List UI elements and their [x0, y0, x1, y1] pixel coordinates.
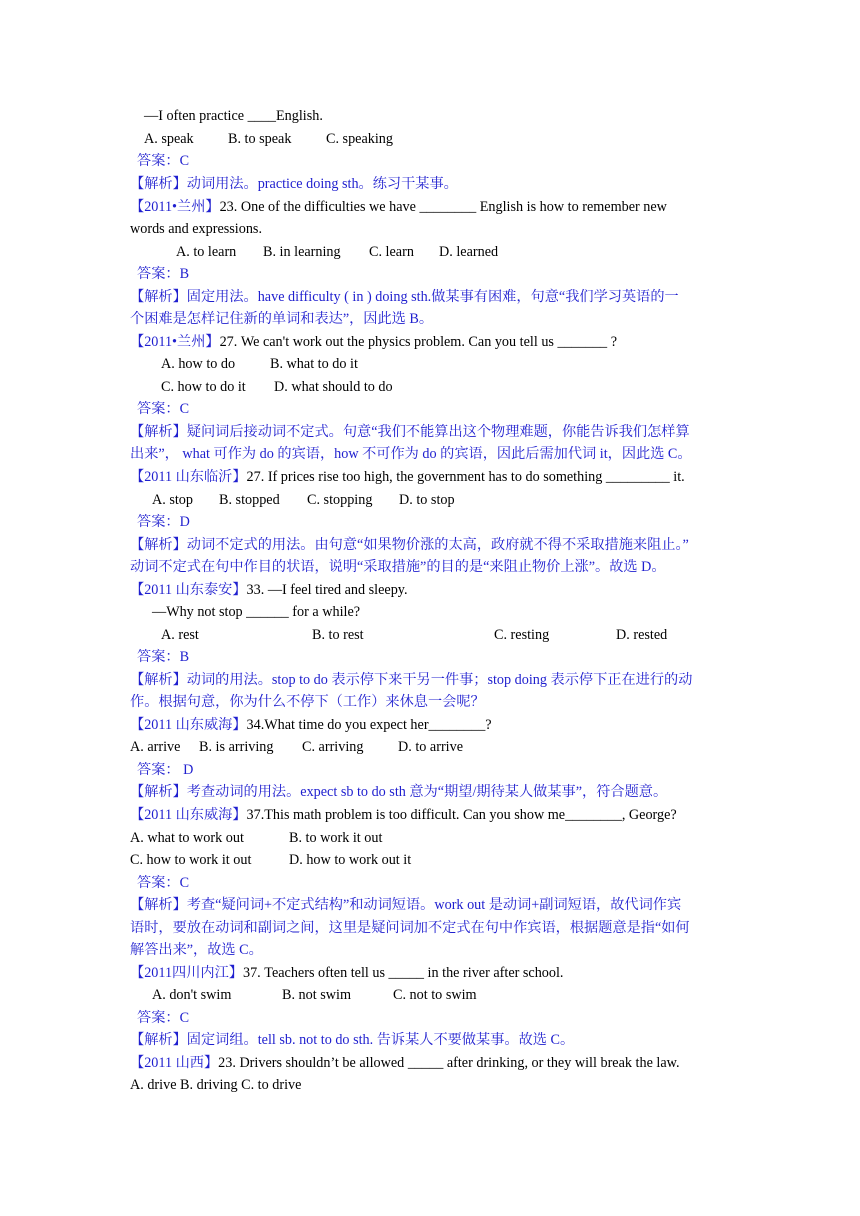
question-line: [130, 579, 738, 602]
question-line: —Why not stop ______ for a while?: [152, 604, 361, 620]
analysis-text: 疑问词后接动词不定式。句意“我们不能算出这个物理难题，你能告诉我们怎样算: [186, 424, 690, 440]
question-line: [144, 105, 752, 128]
analysis-tag: 【解析】: [130, 176, 187, 192]
option: B. to rest: [312, 627, 364, 643]
options-line: [130, 827, 738, 850]
answer-line: 答案：C: [137, 401, 190, 417]
question-line: words and expressions.: [130, 221, 263, 237]
option: C. learn: [369, 244, 414, 260]
options-line: [176, 241, 784, 264]
option: C. how to do it: [161, 379, 246, 395]
analysis-text: 动词不定式的用法。由句意“如果物价涨的太高，政府就不得不采取措施来阻止。”: [186, 537, 689, 553]
analysis-text: 考查动词的用法。expect sb to do sth 意为“期望/期待某人做某事”，符合题意。: [186, 784, 668, 800]
source-tag: 【2011 山东威海】: [130, 717, 247, 733]
analysis-line: 个困难是怎样记住新的单词和表达”，因此选 B。: [130, 311, 434, 327]
analysis-line: 解答出来”，故选 C。: [130, 942, 263, 958]
question-text: 27. If prices rise too high, the government has to do something _________ it.: [246, 469, 685, 485]
option: B. to work it out: [289, 830, 383, 846]
analysis-text: 动词的用法。stop to do 表示停下来干另一件事；stop doing 表示停下正在进行的动: [186, 672, 693, 688]
answer-line: 答案：C: [137, 153, 190, 169]
option: D. learned: [439, 244, 499, 260]
question-line: [130, 1052, 738, 1075]
analysis-line: [130, 173, 738, 196]
question-text: 27. We can't work out the physics problem. Can you tell us _______ ?: [219, 334, 617, 350]
analysis-tag: 【解析】: [130, 672, 187, 688]
options-line: [130, 849, 738, 872]
question-line: [130, 196, 738, 219]
option: A. what to work out: [130, 830, 244, 846]
question-line: [130, 466, 738, 489]
analysis-tag: 【解析】: [130, 289, 187, 305]
option: C. speaking: [326, 131, 393, 147]
answer-line: 答案：C: [137, 875, 190, 891]
options-line: A. drive B. driving C. to drive: [130, 1077, 302, 1093]
option: B. to speak: [228, 131, 292, 147]
question-text: 37.This math problem is too difficult. Can you show me________, George?: [246, 807, 677, 823]
option: A. stop: [152, 492, 193, 508]
analysis-line: [130, 894, 738, 917]
analysis-line: [130, 534, 738, 557]
options-line: [144, 128, 752, 151]
question-line: [130, 331, 738, 354]
question-text: 34.What time do you expect her________?: [246, 717, 492, 733]
option: C. not to swim: [393, 987, 477, 1003]
source-tag: 【2011•兰州】: [130, 199, 220, 215]
option: A. don't swim: [152, 987, 232, 1003]
analysis-tag: 【解析】: [130, 784, 187, 800]
option: A. how to do: [161, 356, 236, 372]
option: C. how to work it out: [130, 852, 252, 868]
option: A. speak: [144, 131, 194, 147]
answer-line: 答案：B: [137, 649, 190, 665]
analysis-text: 考查“疑问词+不定式结构”和动词短语。work out 是动词+副词短语，故代词作宾: [186, 897, 682, 913]
option: D. rested: [616, 627, 668, 643]
option: D. what should to do: [274, 379, 393, 395]
analysis-tag: 【解析】: [130, 1032, 187, 1048]
analysis-tag: 【解析】: [130, 424, 187, 440]
answer-line: 答案：B: [137, 266, 190, 282]
question-text: —I often practice ____English.: [144, 108, 323, 124]
option: D. to arrive: [398, 739, 464, 755]
option: C. resting: [494, 627, 550, 643]
option: B. is arriving: [199, 739, 274, 755]
options-line: [152, 984, 760, 1007]
options-line: [161, 624, 769, 647]
question-line: [130, 962, 738, 985]
option: B. in learning: [263, 244, 341, 260]
option: C. arriving: [302, 739, 364, 755]
option: A. rest: [161, 627, 199, 643]
analysis-line: [130, 669, 738, 692]
analysis-text: 固定词组。tell sb. not to do sth. 告诉某人不要做某事。故选 C。: [186, 1032, 575, 1048]
analysis-line: 动词不定式在句中作目的状语，说明“采取措施”的目的是“来阻止物价上涨”。故选 D。: [130, 559, 666, 575]
analysis-line: [130, 421, 738, 444]
option: A. to learn: [176, 244, 237, 260]
answer-line: 答案：C: [137, 1010, 190, 1026]
option: D. to stop: [399, 492, 455, 508]
analysis-line: 作。根据句意，你为什么不停下（工作）来休息一会呢？: [130, 694, 485, 710]
analysis-line: [130, 1029, 738, 1052]
question-text: 23. One of the difficulties we have ________ English is how to remember new: [219, 199, 667, 215]
options-line: [161, 376, 769, 399]
question-text: 33. —I feel tired and sleepy.: [246, 582, 408, 598]
question-text: 23. Drivers shouldn’t be allowed _____ after drinking, or they will break the law.: [218, 1055, 680, 1071]
option: C. stopping: [307, 492, 373, 508]
source-tag: 【2011 山东泰安】: [130, 582, 247, 598]
question-line: [130, 804, 738, 827]
analysis-text: 动词用法。practice doing sth。练习干某事。: [186, 176, 458, 192]
analysis-tag: 【解析】: [130, 897, 187, 913]
answer-line: 答案：D: [137, 514, 190, 530]
option: B. not swim: [282, 987, 351, 1003]
analysis-line: [130, 781, 738, 804]
source-tag: 【2011 山东威海】: [130, 807, 247, 823]
analysis-line: [130, 286, 738, 309]
analysis-text: 固定用法。have difficulty ( in ) doing sth.做某事有困难，句意“我们学习英语的一: [186, 289, 679, 305]
analysis-line: 语时，要放在动词和副词之间，这里是疑问词加不定式在句中作宾语，根据题意是指“如何: [130, 920, 690, 936]
options-line: [161, 353, 769, 376]
source-tag: 【2011四川内江】: [130, 965, 243, 981]
question-text: 37. Teachers often tell us _____ in the river after school.: [242, 965, 564, 981]
source-tag: 【2011 山东临沂】: [130, 469, 247, 485]
option: A. arrive: [130, 739, 181, 755]
option: B. stopped: [219, 492, 280, 508]
source-tag: 【2011 山西】: [130, 1055, 219, 1071]
option: D. how to work out it: [289, 852, 412, 868]
answer-line: 答案： D: [137, 762, 194, 778]
options-line: [152, 489, 760, 512]
analysis-line: 出来”， what 可作为 do 的宾语，how 不可作为 do 的宾语，因此后需加代词 it，因此选 C。: [130, 446, 692, 462]
options-line: [130, 736, 738, 759]
option: B. what to do it: [270, 356, 358, 372]
analysis-tag: 【解析】: [130, 537, 187, 553]
question-line: [130, 714, 738, 737]
source-tag: 【2011•兰州】: [130, 334, 220, 350]
